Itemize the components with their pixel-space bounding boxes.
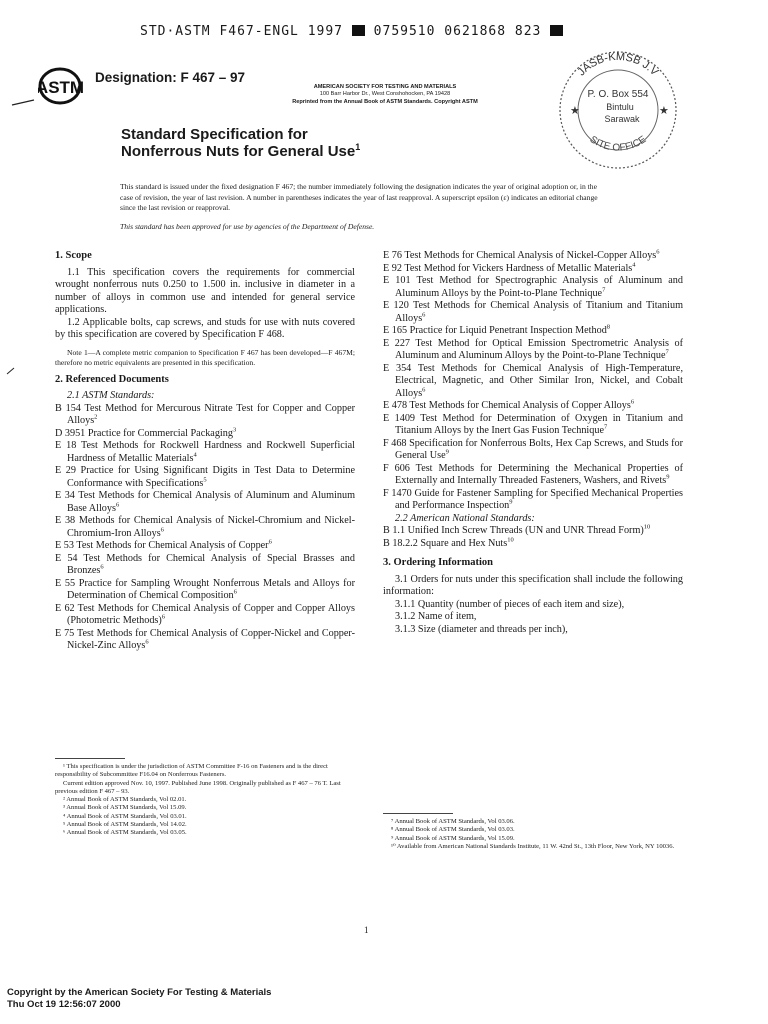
reference-item-text: D 3951 Practice for Commercial Packaging (55, 427, 233, 439)
reference-item-footnote-ref: 7 (603, 423, 608, 431)
society-address: 100 Barr Harbor Dr., West Conshohocken, PA 19428 (319, 91, 451, 98)
reference-item-footnote-ref: 8 (606, 323, 611, 331)
reference-item-text: E 75 Test Methods for Chemical Analysis of Copper-Nickel and Copper-Nickel-Zinc Alloys (55, 627, 355, 651)
ans-reference-item-footnote-ref: 10 (643, 523, 651, 531)
astm-logo-text: ASTM (38, 78, 85, 97)
reference-item (383, 413, 683, 438)
reference-item-text: E 29 Practice for Using Significant Digits in Test Data to Determine Conformance with Specifications (55, 465, 355, 489)
copyright-footer (7, 987, 271, 1011)
reference-item-footnote-ref: 4 (632, 261, 636, 269)
ans-reference-item-footnote-ref: 10 (507, 536, 514, 544)
reference-item-footnote-ref: 9 (445, 448, 449, 456)
reference-item-footnote-ref: 6 (145, 638, 149, 646)
footnote-10: ¹⁰ Available from American National Standards Institute, 11 W. 42nd St., 13th Floor, New York, NY 10036. (391, 842, 675, 850)
page-number: 1 (364, 925, 369, 935)
reference-item (383, 488, 683, 513)
stamp-top-text: JASB-KMSB J.V (575, 50, 661, 79)
ans-reference-item (383, 538, 683, 551)
reference-item-footnote-ref: 6 (233, 588, 237, 596)
referenced-standards-list (55, 403, 355, 653)
reference-item (383, 263, 683, 276)
reference-item-text: B 154 Test Method for Mercurous Nitrate Test for Copper and Copper Alloys (55, 402, 355, 426)
footnote-1: ¹ This specification is under the jurisdiction of ASTM Committee F-16 on Fasteners and is the direct responsibility of Subcommittee F16.04 on Nonferrous Fasteners. (55, 763, 328, 779)
reference-item-text: E 1409 Test Method for Determination of Oxygen in Titanium and Titanium Alloys by the Inert Gas Fusion Technique (383, 412, 683, 436)
footnotes-left (55, 758, 350, 838)
ordering-paragraph: 3.1 Orders for nuts under this specification shall include the following information: (383, 573, 683, 597)
ordering-item: 3.1.3 Size (diameter and threads per inch), (395, 623, 568, 635)
footnote-item: ⁴ Annual Book of ASTM Standards, Vol 03.01. (63, 812, 187, 820)
ordering-item: 3.1.1 Quantity (number of pieces of each item and size), (395, 598, 625, 610)
footnote-item: ⁸ Annual Book of ASTM Standards, Vol 03.03. (391, 826, 515, 834)
reference-item-footnote-ref: 6 (160, 526, 164, 534)
society-reprint: Reprinted from the Annual Book of ASTM Standards. Copyright ASTM (292, 98, 478, 105)
reference-item-text: E 53 Test Methods for Chemical Analysis of Copper (55, 540, 269, 551)
copyright-line: Copyright by the American Society For Testing & Materials (7, 987, 272, 998)
title-line-2: Nonferrous Nuts for General Use (121, 143, 356, 160)
star-icon: ★ (659, 105, 669, 117)
footnote-item: ⁶ Annual Book of ASTM Standards, Vol 03.05. (63, 829, 187, 837)
footnote-rule (55, 758, 125, 759)
title-line-1: Standard Specification for (121, 126, 308, 143)
reference-item (55, 403, 355, 428)
reference-item (55, 628, 355, 653)
ordering-items-list (383, 599, 683, 637)
reference-item-text: F 468 Specification for Nonferrous Bolts, Hex Cap Screws, and Studs for General Use (383, 437, 683, 461)
stamp-seal-icon (548, 40, 688, 170)
stamp-bottom-text: SITE OFFICE (587, 134, 649, 154)
reference-item-footnote-ref: 6 (422, 311, 426, 319)
reference-item-footnote-ref: 4 (193, 451, 197, 459)
footnote-1-edition: Current edition approved Nov. 10, 1997. Published June 1998. Originally published as F 467 – 76 T. Last previous edition F 467 – 93. (55, 779, 341, 795)
reference-item (383, 438, 683, 463)
reference-item-footnote-ref: 6 (115, 501, 120, 509)
stamp-state: Sarawak (604, 114, 640, 124)
barcode-block-icon (352, 25, 365, 36)
reference-item (383, 250, 683, 263)
ans-reference-item-text: B 1.1 Unified Inch Screw Threads (UN and UNR Thread Form) (383, 525, 644, 536)
reference-item-footnote-ref: 2 (94, 413, 98, 421)
footnote-item: ⁷ Annual Book of ASTM Standards, Vol 03.06. (391, 818, 515, 825)
reference-item-footnote-ref: 6 (161, 613, 166, 621)
ans-subheading: 2.2 American National Standards: (395, 512, 535, 524)
section-heading-ordering: 3. Ordering Information (383, 557, 493, 568)
reference-item-footnote-ref: 7 (665, 348, 669, 356)
document-title (121, 126, 360, 160)
section-heading-refdocs: 2. Referenced Documents (55, 373, 169, 385)
footnote-item: ³ Annual Book of ASTM Standards, Vol 15.09. (63, 804, 187, 812)
reference-item-footnote-ref: 6 (422, 386, 426, 394)
reference-item-footnote-ref: 9 (509, 498, 513, 506)
reference-item-text: F 1470 Guide for Fastener Sampling for Specified Mechanical Properties and Performance Inspection (383, 487, 683, 511)
reference-item-text: E 55 Practice for Sampling Wrought Nonferrous Metals and Alloys for Determination of Chemical Composition (55, 577, 355, 601)
reference-item (55, 540, 355, 553)
designation: Designation: F 467 – 97 (95, 70, 246, 85)
reference-item-text: E 101 Test Method for Spectrographic Analysis of Aluminum and Aluminum Alloys by the Point-to-Plane Technique (383, 275, 683, 299)
reference-item (383, 275, 683, 300)
scope-paragraph-2: 1.2 Applicable bolts, cap screws, and studs for use with nuts covered by this specification are covered by Specification F 468. (55, 316, 355, 340)
reference-item-text: E 227 Test Method for Optical Emission Spectrometric Analysis of Aluminum and Aluminum Alloys by the Point-to-Plane Technique (383, 337, 683, 361)
site-office-stamp (548, 40, 688, 175)
astm-logo (38, 66, 88, 111)
american-national-standards-list (383, 525, 683, 550)
reference-item-footnote-ref: 6 (268, 538, 272, 546)
right-column (383, 250, 683, 636)
reference-item-text: E 62 Test Methods for Chemical Analysis of Copper and Copper Alloys (Photometric Methods) (55, 602, 355, 626)
footnote-item: ² Annual Book of ASTM Standards, Vol 02.01. (63, 796, 187, 804)
document-code-mid: 0759510 0621868 823 (373, 24, 542, 39)
reference-item-text: E 38 Methods for Chemical Analysis of Nickel-Chromium and Nickel-Chromium-Iron Alloys (55, 515, 355, 539)
reference-item-text: E 478 Test Methods for Chemical Analysis of Copper Alloys (383, 400, 631, 411)
title-footnote-ref: 1 (355, 142, 361, 152)
document-code-line (140, 24, 563, 39)
scope-paragraph-1: 1.1 This specification covers the requirements for commercial wrought nonferrous nuts 0.250 to 1.500 in. inclusive in diameter in a number of alloys in common use and intended for general service applications. (55, 266, 355, 315)
reference-item-text: E 120 Test Methods for Chemical Analysis of Titanium and Titanium Alloys (383, 300, 683, 324)
reference-item-text: E 54 Test Methods for Chemical Analysis of Special Brasses and Bronzes (55, 552, 355, 576)
footnote-item: ⁹ Annual Book of ASTM Standards, Vol 15.09. (391, 834, 515, 842)
reference-item (55, 490, 355, 515)
margin-mark-icon (6, 366, 16, 376)
reference-item-text: E 76 Test Methods for Chemical Analysis of Nickel-Copper Alloys (383, 250, 657, 261)
reference-item-text: E 354 Test Methods for Chemical Analysis of High-Temperature, Electrical, Magnetic, and Other Similar Iron, Nickel, and Cobalt Alloys (383, 362, 683, 399)
footnotes-right (383, 813, 688, 851)
margin-mark-icon (10, 97, 36, 107)
section-heading-scope: 1. Scope (55, 250, 92, 261)
left-column (55, 250, 355, 653)
scope-note: Note 1—A complete metric companion to Specification F 467 has been developed—F 467M; therefore no metric equivalents are presented in this specification. (55, 347, 355, 367)
reference-item-footnote-ref: 6 (100, 563, 104, 571)
reference-item (55, 440, 355, 465)
astm-logo-icon (38, 66, 88, 106)
barcode-block-icon (550, 25, 563, 36)
reference-item-footnote-ref: 7 (602, 286, 606, 294)
reference-item (55, 428, 355, 441)
ans-reference-item (383, 525, 683, 538)
intro-dod-note: This standard has been approved for use by agencies of the Department of Defense. (120, 222, 375, 231)
copyright-timestamp: Thu Oct 19 12:56:07 2000 (7, 999, 121, 1010)
reference-item-footnote-ref: 6 (656, 248, 660, 256)
reference-item (383, 400, 683, 413)
footnote-rule (383, 813, 453, 814)
ans-reference-item-text: B 18.2.2 Square and Hex Nuts (383, 537, 508, 549)
ordering-item: 3.1.2 Name of item, (395, 611, 477, 622)
reference-item-footnote-ref: 5 (203, 476, 207, 484)
reference-item (383, 325, 683, 338)
reference-item-text: E 34 Test Methods for Chemical Analysis of Aluminum and Aluminum Base Alloys (55, 490, 355, 514)
reference-item (55, 515, 355, 540)
reference-item-footnote-ref: 9 (666, 473, 670, 481)
svg-text:JASB-KMSB J.V (576, 51, 661, 79)
society-name: AMERICAN SOCIETY FOR TESTING AND MATERIALS (313, 84, 457, 90)
reference-item-text: E 18 Test Methods for Rockwell Hardness and Rockwell Superficial Hardness of Metallic Materials (55, 440, 355, 464)
reference-item-footnote-ref: 6 (630, 398, 635, 406)
reference-item (55, 553, 355, 578)
document-code-left: STD·ASTM F467-ENGL 1997 (140, 24, 344, 39)
stamp-city: Bintulu (606, 102, 634, 112)
reference-item-footnote-ref: 3 (232, 426, 237, 434)
svg-text:SITE OFFICE (588, 134, 649, 154)
stamp-po-box: P. O. Box 554 (587, 89, 649, 100)
reference-item (55, 578, 355, 603)
reference-item-text: E 92 Test Method for Vickers Hardness of Metallic Materials (383, 262, 633, 274)
star-icon: ★ (570, 105, 580, 117)
reference-item (55, 603, 355, 628)
reference-item (383, 463, 683, 488)
reference-item (383, 338, 683, 363)
intro-paragraph: This standard is issued under the fixed designation F 467; the number immediately following the designation indicates the year of original adoption or, in the case of revision, the year of last revision. A number in parentheses indicates the year of last reapproval. A superscript epsilon (ε) indicates an editorial change since the last revision or reapproval. (120, 182, 598, 213)
referenced-standards-list-cont (383, 250, 683, 513)
refdocs-subheading: 2.1 ASTM Standards: (67, 390, 155, 401)
footnote-item: ⁵ Annual Book of ASTM Standards, Vol 14.02. (63, 821, 187, 829)
reference-item (383, 300, 683, 325)
society-block (265, 84, 505, 106)
reference-item-text: E 165 Practice for Liquid Penetrant Inspection Method (383, 325, 607, 336)
reference-item-text: F 606 Test Methods for Determining the Mechanical Properties of Externally and Internally Threaded Fasteners, Washers, and Rivets (383, 462, 683, 486)
reference-item (55, 465, 355, 490)
reference-item (383, 363, 683, 401)
